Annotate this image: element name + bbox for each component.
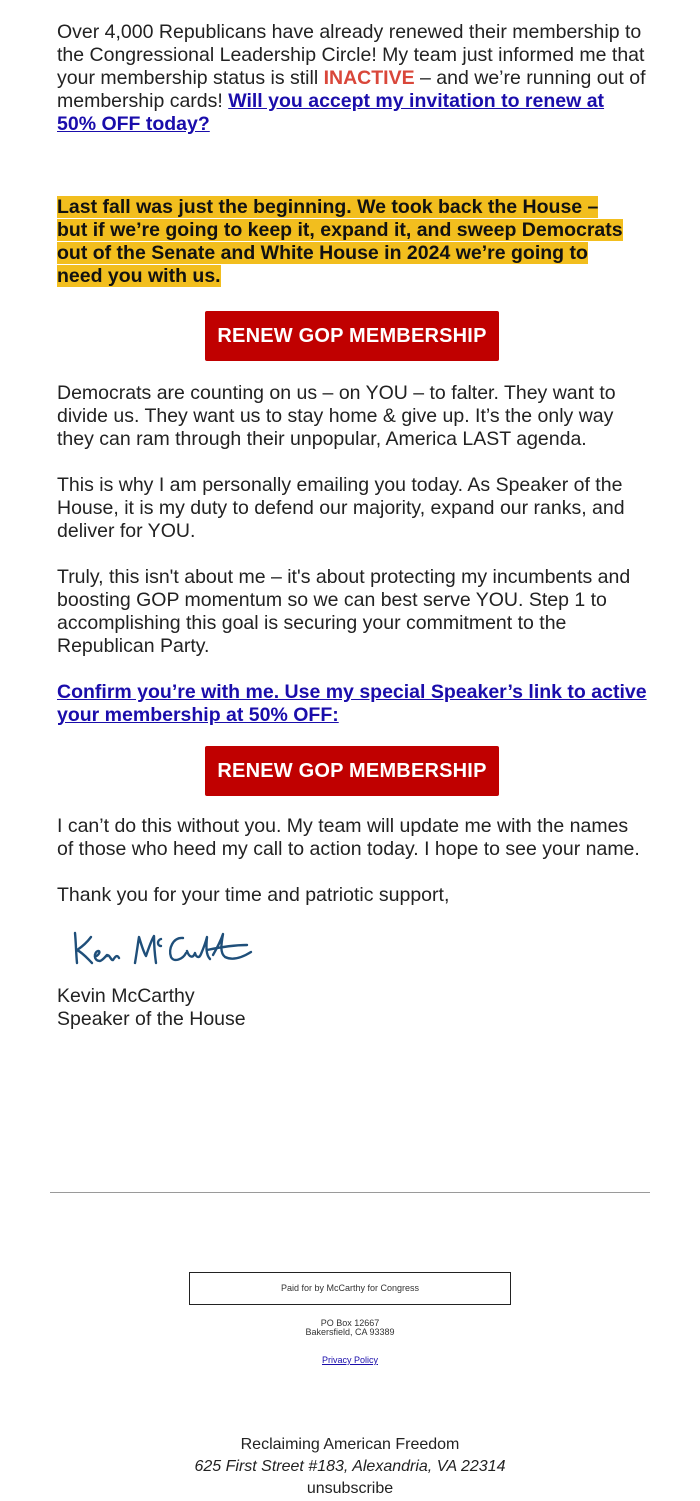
intro-paragraph xyxy=(57,21,647,136)
privacy-policy-link[interactable]: Privacy Policy xyxy=(321,1355,378,1365)
highlight-line-3: out of the Senate and White House in 2024 we’re going to xyxy=(57,242,588,264)
privacy-row xyxy=(0,1355,700,1365)
organization-address: 625 First Street #183, Alexandria, VA 22314 xyxy=(194,1458,506,1475)
cta-row-2 xyxy=(57,746,647,796)
closing-line: Thank you for your time and patriotic support, xyxy=(57,884,450,906)
footer-divider xyxy=(50,1192,650,1193)
cta-row-1 xyxy=(57,311,647,361)
renew-membership-button[interactable]: RENEW GOP MEMBERSHIP xyxy=(205,311,498,361)
signer-name: Kevin McCarthy xyxy=(57,985,195,1007)
organization-name: Reclaiming American Freedom xyxy=(240,1436,460,1453)
confirm-membership-link[interactable]: Confirm you’re with me. Use my special Speaker’s link to active your membership at 50% OFF: xyxy=(57,681,647,726)
inactive-status: INACTIVE xyxy=(323,67,415,89)
signature-image xyxy=(65,923,647,985)
signer-title: Speaker of the House xyxy=(57,1008,246,1030)
renew-membership-button-2[interactable]: RENEW GOP MEMBERSHIP xyxy=(205,746,498,796)
email-body xyxy=(57,21,647,1031)
highlight-line-4: need you with us. xyxy=(57,265,221,287)
highlighted-message xyxy=(57,196,647,288)
renew-invitation-link[interactable]: Will you accept my invitation to renew at 50% OFF today? xyxy=(57,90,605,135)
city-state-zip: Bakersfield, CA 93389 xyxy=(305,1327,395,1337)
paragraph-call-to-action: I can’t do this without you. My team will update me with the names of those who heed my call to action today. I hope to see your name. xyxy=(57,815,640,860)
handwritten-signature-icon xyxy=(65,923,255,979)
intro-text-2: – and we’re running out of membership cards! xyxy=(57,67,646,112)
unsubscribe-link[interactable]: unsubscribe xyxy=(306,1480,394,1497)
organization-footer xyxy=(0,1434,700,1500)
paragraph-commitment: Truly, this isn't about me – it's about protecting my incumbents and boosting GOP momentum so we can best serve YOU. Step 1 to accomplishing this goal is securing your commitment to the Republican Party. xyxy=(57,566,631,657)
paragraph-democrats: Democrats are counting on us – on YOU – to falter. They want to divide us. They want us to stay home & give up. It’s the only way they can ram through their unpopular, America LAST agenda. xyxy=(57,382,616,450)
highlight-line-1: Last fall was just the beginning. We took back the House – xyxy=(57,196,599,218)
paid-for-disclaimer: Paid for by McCarthy for Congress xyxy=(189,1272,511,1305)
paragraph-speaker: This is why I am personally emailing you today. As Speaker of the House, it is my duty to defend our majority, expand our ranks, and deliver for YOU. xyxy=(57,474,625,542)
confirm-paragraph xyxy=(57,681,647,727)
mailing-address xyxy=(0,1319,700,1337)
highlight-line-2: but if we’re going to keep it, expand it, and sweep Democrats xyxy=(57,219,623,241)
intro-text-1: Over 4,000 Republicans have already renewed their membership to the Congressional Leadership Circle! My team just informed me that your membership status is still xyxy=(57,21,645,89)
po-box: PO Box 12667 xyxy=(320,1318,380,1328)
